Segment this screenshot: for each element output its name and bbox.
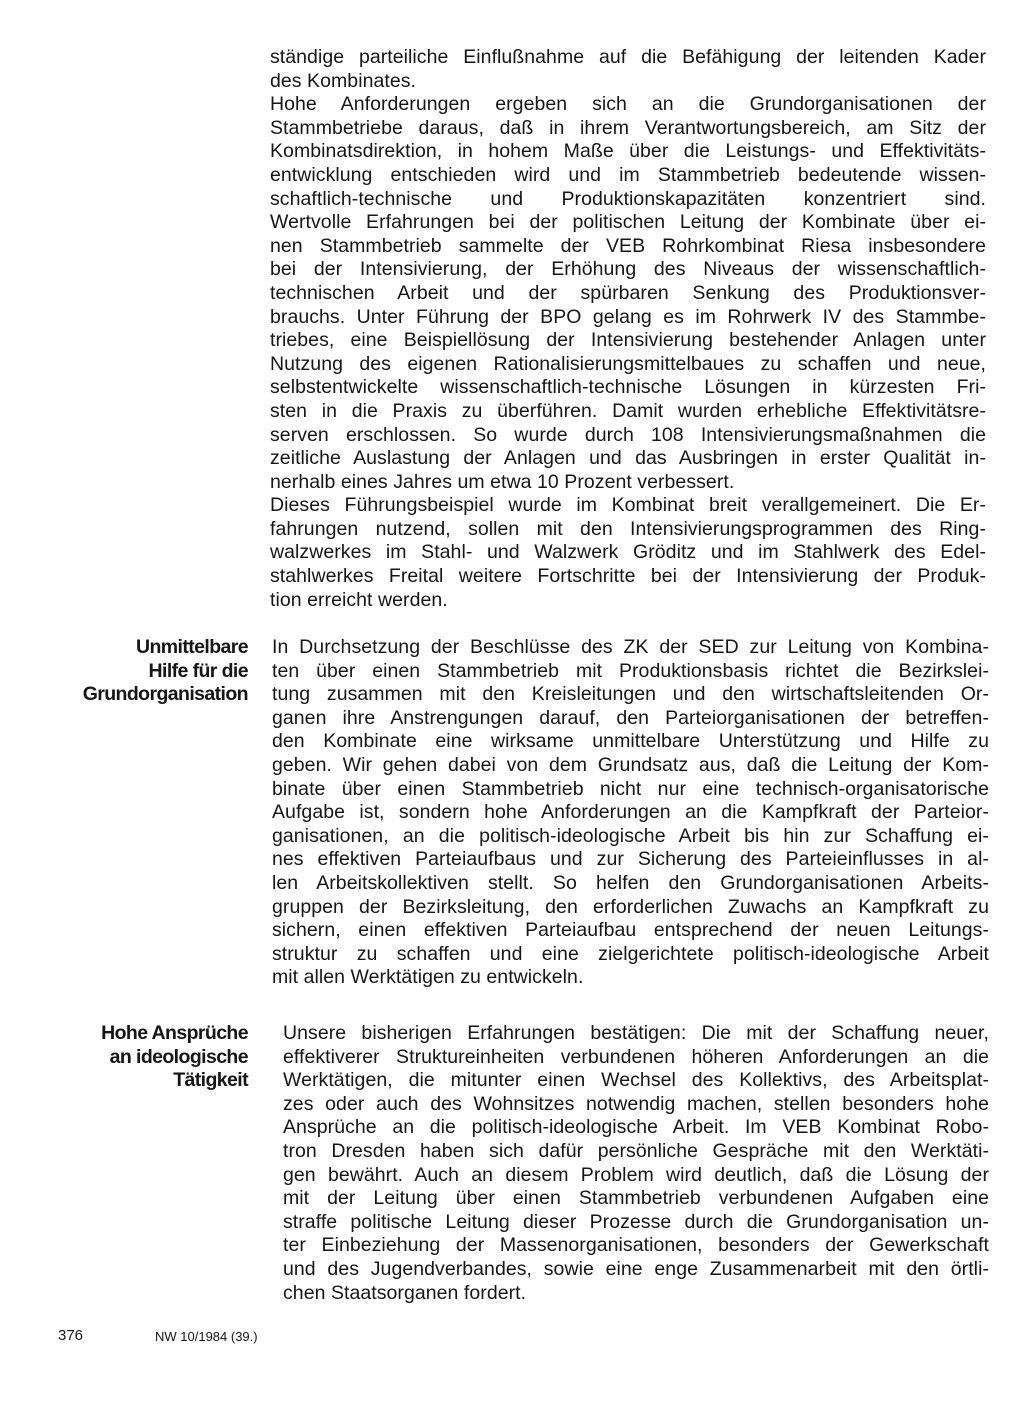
side-heading-line: Unmittelbare [136,636,248,658]
text-line: ganisationen, an die politisch-ideologische Arbeit bis hin zur Schaffung ei- [272,824,989,847]
text-line: tion erreicht werden. [270,588,448,611]
side-heading-line: Hohe Ansprüche [101,1022,248,1044]
text-line: technischen Arbeit und der spürbaren Senkung des Produktionsver- [270,281,986,304]
paragraph-block-1 [270,46,986,612]
text-line: Dieses Führungsbeispiel wurde im Kombinat breit verallgemeinert. Die Er- [270,494,986,517]
text-line: stahlwerkes Freital weitere Fortschritte bei der Intensivierung der Produk- [270,565,986,588]
text-line: mit allen Werktätigen zu entwickeln. [272,966,584,989]
text-line: ten über einen Stammbetrieb mit Produktionsbasis richtet die Bezirkslei- [272,659,989,682]
text-line: len Arbeitskollektiven stellt. So helfen den Grundorganisationen Arbeits- [272,871,989,894]
text-line: den Kombinate eine wirksame unmittelbare Unterstützung und Hilfe zu [272,730,989,753]
text-line: struktur zu schaffen und eine zielgerichtete politisch-ideologische Arbeit [272,942,989,965]
text-line: nes effektiven Parteiaufbaus und zur Sicherung des Parteieinflusses in al- [272,848,989,871]
side-heading-hohe-ansprueche [101,1022,248,1093]
side-heading-unmittelbare-hilfe [83,636,248,707]
text-line: Hohe Anforderungen ergeben sich an die Grundorganisationen der [270,93,986,116]
text-line: Wertvolle Erfahrungen bei der politischen Leitung der Kombinate über ei- [270,211,986,234]
text-line: Aufgabe ist, sondern hohe Anforderungen an die Kampfkraft der Parteior- [272,801,989,824]
text-line: ständige parteiliche Einflußnahme auf die Befähigung der leitenden Kader [270,46,986,68]
text-line: straffe politische Leitung dieser Prozesse durch die Grundorganisation un- [283,1210,989,1233]
text-line: tron Dresden haben sich dafür persönliche Gespräche mit den Werktäti- [283,1139,989,1162]
text-line: walzwerkes im Stahl- und Walzwerk Gröditz und im Stahlwerk des Edel- [270,541,986,564]
text-line: brauchs. Unter Führung der BPO gelang es im Rohrwerk IV des Stammbe- [270,305,986,328]
text-line: sten in die Praxis zu überführen. Damit wurden erhebliche Effektivitätsre- [270,399,986,422]
text-line: sichern, einen effektiven Parteiaufbau entsprechend der neuen Leitungs- [272,919,989,942]
text-line: nerhalb eines Jahres um etwa 10 Prozent verbessert. [270,470,735,493]
text-line: zeitliche Auslastung der Anlagen und das Ausbringen in erster Qualität in- [270,447,986,470]
text-line: und des Jugendverbandes, sowie eine enge Zusammenarbeit mit den örtli- [283,1257,989,1280]
text-line: Unsere bisherigen Erfahrungen bestätigen: Die mit der Schaffung neuer, [283,1022,989,1044]
text-line: bei der Intensivierung, der Erhöhung des Niveaus der wissenschaftlich- [270,258,986,281]
page-number: 376 [58,1327,84,1344]
text-line: des Kombinates. [270,69,417,92]
text-line: ganen ihre Anstrengungen darauf, den Parteiorganisationen der betreffen- [272,706,989,729]
text-line: tung zusammen mit den Kreisleitungen und den wirtschaftsleitenden Or- [272,683,989,706]
side-heading-line: Tätigkeit [173,1069,248,1092]
text-line: fahrungen nutzend, sollen mit den Intensivierungsprogrammen des Ring- [270,517,986,540]
text-line: Stammbetriebe daraus, daß in ihrem Verantwortungsbereich, am Sitz der [270,116,986,139]
text-line: gruppen der Bezirksleitung, den erforderlichen Zuwachs an Kampfkraft zu [272,895,989,918]
text-line: nen Stammbetrieb sammelte der VEB Rohrkombinat Riesa insbesondere [270,234,986,257]
side-heading-line: Grundorganisation [82,683,248,706]
side-heading-line: an ideologische [109,1045,248,1068]
text-line: entwicklung entschieden wird und im Stammbetrieb bedeutende wissen- [270,163,986,186]
text-line: Werktätigen, die mitunter einen Wechsel des Kollektivs, des Arbeitsplat- [283,1069,989,1092]
text-line: serven erschlossen. So wurde durch 108 Intensivierungsmaßnahmen die [270,423,986,446]
side-heading-line: Hilfe für die [148,659,248,682]
issue-reference: NW 10/1984 (39.) [155,1329,258,1344]
paragraph-block-2 [272,636,989,990]
paragraph-block-3 [283,1022,989,1305]
text-line: Kombinatsdirektion, in hohem Maße über die Leistungs- und Effektivitäts- [270,140,986,163]
text-line: zes oder auch des Wohnsitzes notwendig machen, stellen besonders hohe [283,1092,989,1115]
text-line: binate über einen Stammbetrieb nicht nur eine technisch-organisatorische [272,777,989,800]
text-line: selbstentwickelte wissenschaftlich-technische Lösungen in kürzesten Fri- [270,376,986,399]
text-line: In Durchsetzung der Beschlüsse des ZK der SED zur Leitung von Kombina- [272,636,989,658]
text-line: Nutzung des eigenen Rationalisierungsmittelbaues zu schaffen und neue, [270,352,986,375]
text-line: mit der Leitung über einen Stammbetrieb verbundenen Aufgaben eine [283,1187,989,1210]
text-line: geben. Wir gehen dabei von dem Grundsatz aus, daß die Leitung der Kom- [272,753,989,776]
text-line: effektiverer Struktureinheiten verbundenen höheren Anforderungen an die [283,1045,989,1068]
text-line: triebes, eine Beispiellösung der Intensivierung bestehender Anlagen unter [270,329,986,352]
text-line: gen bewährt. Auch an diesem Problem wird deutlich, daß die Lösung der [283,1163,989,1186]
text-line: schaftlich-technische und Produktionskapazitäten konzentriert sind. [270,187,986,210]
text-line: chen Staatsorganen fordert. [283,1281,527,1304]
text-line: ter Einbeziehung der Massenorganisationen, besonders der Gewerkschaft [283,1234,989,1257]
text-line: Ansprüche an die politisch-ideologische Arbeit. Im VEB Kombinat Robo- [283,1116,989,1139]
